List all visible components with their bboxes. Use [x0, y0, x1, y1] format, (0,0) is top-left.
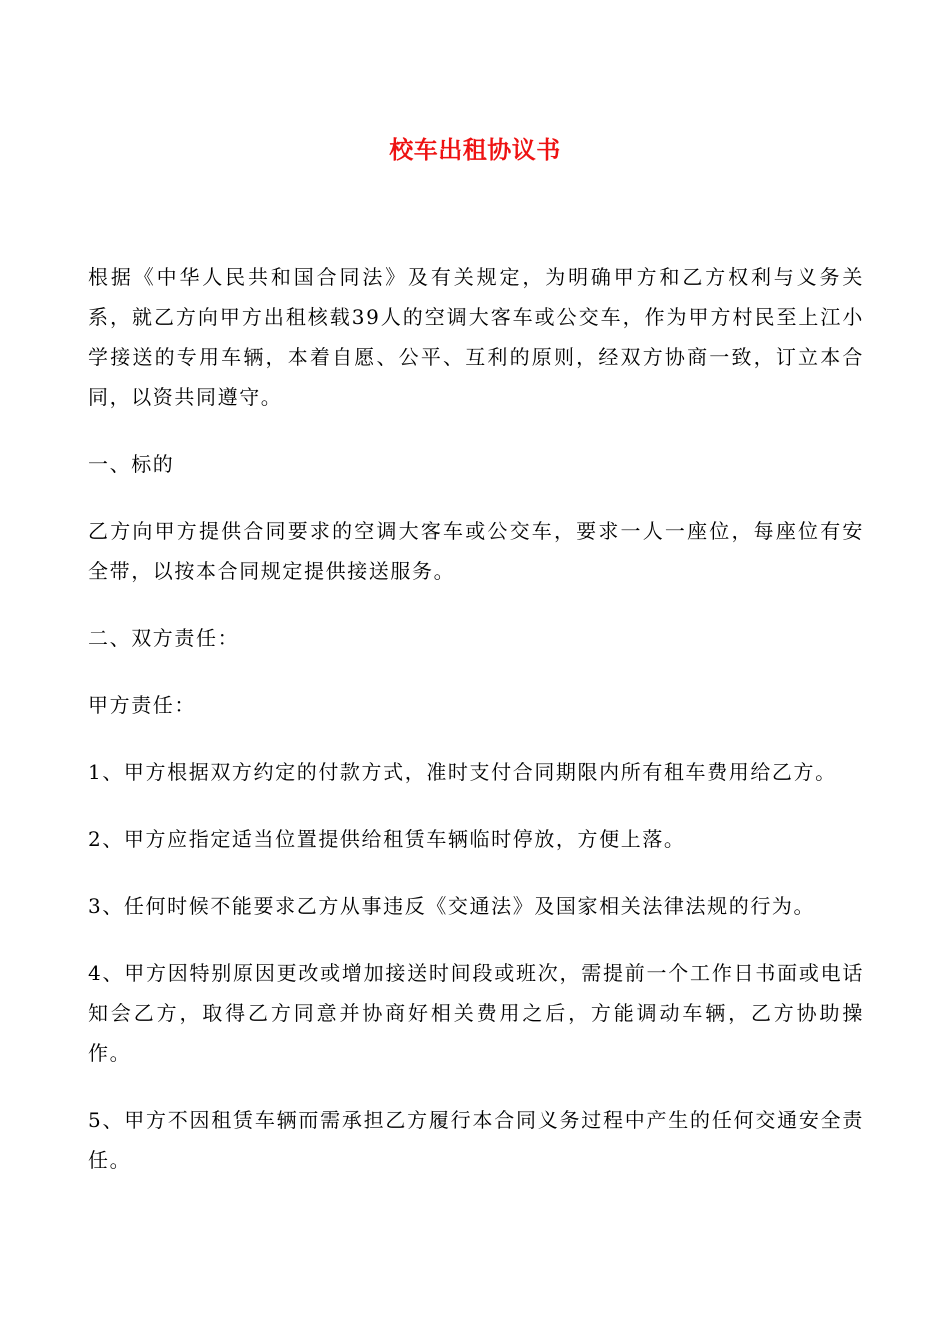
clause-5: 5、甲方不因租赁车辆而需承担乙方履行本合同义务过程中产生的任何交通安全责任。 — [88, 1108, 864, 1172]
document-title: 校车出租协议书 — [389, 136, 561, 164]
paragraph-preamble: 根据《中华人民共和国合同法》及有关规定，为明确甲方和乙方权利与义务关系，就乙方向甲方出租核载39人的空调大客车或公交车，作为甲方村民至上江小学接送的专用车辆，本着自愿、公平、互利的原则，经双方协商一致，订立本合同，以资共同遵守。 — [88, 265, 864, 409]
document-body — [88, 257, 864, 1207]
clause-1: 1、甲方根据双方约定的付款方式，准时支付合同期限内所有租车费用给乙方。 — [88, 760, 837, 784]
section-heading-responsibilities: 二、双方责任： — [88, 626, 240, 650]
clause-3: 3、任何时候不能要求乙方从事违反《交通法》及国家相关法律法规的行为。 — [88, 894, 816, 918]
clause-2: 2、甲方应指定适当位置提供给租赁车辆临时停放，方便上落。 — [88, 827, 686, 851]
section-heading-subject: 一、标的 — [88, 452, 175, 476]
paragraph-subject: 乙方向甲方提供合同要求的空调大客车或公交车，要求一人一座位，每座位有安全带，以按本合同规定提供接送服务。 — [88, 519, 864, 583]
subheading-party-a: 甲方责任： — [88, 693, 196, 717]
clause-4: 4、甲方因特别原因更改或增加接送时间段或班次，需提前一个工作日书面或电话知会乙方，取得乙方同意并协商好相关费用之后，方能调动车辆，乙方协助操作。 — [88, 961, 864, 1065]
